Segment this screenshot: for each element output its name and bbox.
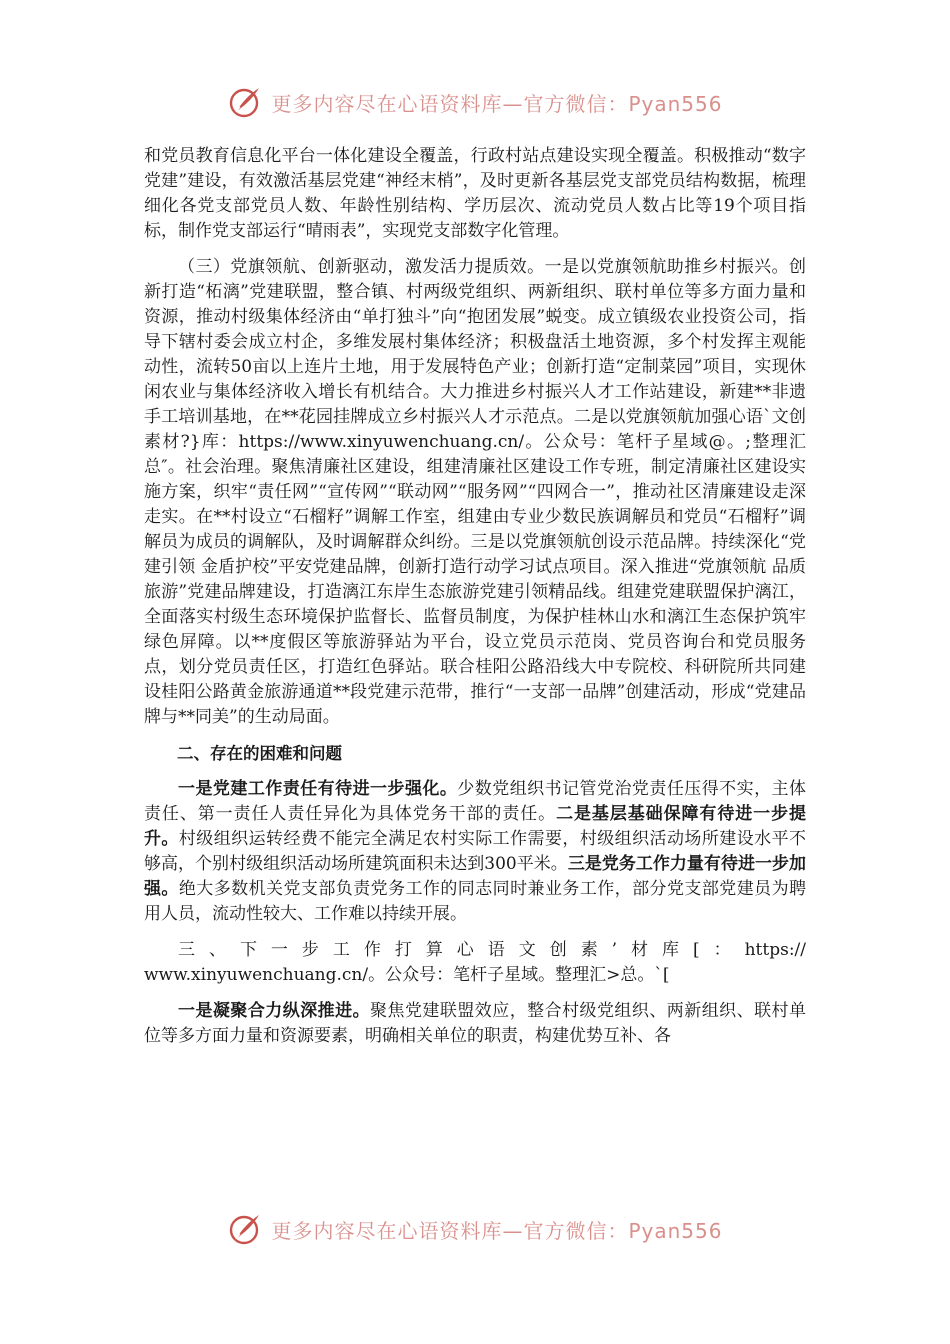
next-step-1-text: 聚焦党建联盟效应，整合村级党组织、两新组织、联村单位等多方面力量和资源要素，明确相关单位的职责，构建优势互补、各 (144, 1001, 807, 1046)
footer-watermark-banner (0, 1209, 950, 1249)
document-body (144, 144, 806, 1049)
paragraph-problems (144, 777, 806, 927)
paragraph-next-step-1 (144, 999, 806, 1049)
section-heading-next-steps (144, 938, 806, 988)
banner-text: 更多内容尽在心语资料库—官方微信：Pyan556 (271, 91, 723, 116)
section-heading-difficulties: 二、存在的困难和问题 (177, 744, 342, 763)
quill-logo-icon (227, 1211, 263, 1247)
paragraph-digital-party-building: 和党员教育信息化平台一体化建设全覆盖，行政村站点建设实现全覆盖。积极推动“数字党建”建设，有效激活基层党建“神经末梢”，及时更新各基层党支部党员结构数据，梳理细化各党支部党员人数、年龄性别结构、学历层次、流动党员人数占比等19个项目指标，制作党支部运行“晴雨表”，实现党支部数字化管理。 (144, 146, 806, 241)
problem-3-text: 绝大多数机关党支部负责党务工作的同志同时兼业务工作，部分党支部党建员为聘用人员，流动性较大、工作难以持续开展。 (144, 879, 807, 924)
quill-logo-icon (227, 84, 263, 120)
problem-1-text: 少数党组织书记管党治党责任压得不实，主体责任、第一责任人责任异化为具体党务干部的责任。 (144, 779, 807, 824)
next-steps-heading-line-2: www.xinyuwenchuang.cn/。公众号：笔杆子星域。整理汇>总。`[ (144, 965, 670, 985)
problem-1-title: 一是党建工作责任有待进一步强化。 (178, 779, 458, 799)
problem-2-title: 二是基层基础保障有待进一步提升。 (144, 804, 807, 849)
header-watermark-banner (0, 82, 950, 122)
problem-3-title: 三是党务工作力量有待进一步加强。 (144, 854, 807, 899)
paragraph-party-flag-leading: （三）党旗领航、创新驱动，激发活力提质效。一是以党旗领航助推乡村振兴。创新打造“柘漓”党建联盟，整合镇、村两级党组织、两新组织、联村单位等多方面力量和资源，推动村级集体经济由“单打独斗”向“抱团发展”蜕变。成立镇级农业投资公司，指导下辖村委会成立村企，多维发展村集体经济；积极盘活土地资源，多个村发挥主观能动性，流转50亩以上连片土地，用于发展特色产业；创新打造“定制菜园”项目，实现休闲农业与集体经济收入增长有机结合。大力推进乡村振兴人才工作站建设，新建**非遗手工培训基地，在**花园挂牌成立乡村振兴人才示范点。二是以党旗领航加强心语`文创素材?}库：https://www.xinyuwenchuang.cn/。公众号：笔杆子星域@。;整理汇总″。社会治理。聚焦清廉社区建设，组建清廉社区建设工作专班，制定清廉社区建设实施方案，织牢“责任网”“宣传网”“联动网”“服务网”“四网合一”，推动社区清廉建设走深走实。在**村设立“石榴籽”调解工作室，组建由专业少数民族调解员和党员“石榴籽”调解员为成员的调解队，及时调解群众纠纷。三是以党旗领航创设示范品牌。持续深化“党建引领 金盾护校”平安党建品牌，创新打造行动学习试点项目。深入推进“党旗领航 品质旅游”党建品牌建设，打造漓江东岸生态旅游党建引领精品线。组建党建联盟保护漓江，全面落实村级生态环境保护监督长、监督员制度，为保护桂林山水和漓江生态保护筑牢绿色屏障。以**度假区等旅游驿站为平台，设立党员示范岗、党员咨询台和党员服务点，划分党员责任区，打造红色驿站。联合桂阳公路沿线大中专院校、科研院所共同建设桂阳公路黄金旅游通道**段党建示范带，推行“一支部一品牌”创建活动，形成“党建品牌与**同美”的生动局面。 (144, 257, 806, 727)
banner-text: 更多内容尽在心语资料库—官方微信：Pyan556 (271, 1218, 723, 1243)
next-step-1-title: 一是凝聚合力纵深推进。 (178, 1001, 371, 1021)
next-steps-heading-line-1: 三、下一步工作打算心语文创素’材库[：https:// (178, 940, 806, 960)
problem-2-text: 村级组织运转经费不能完全满足农村实际工作需要，村级组织活动场所建设水平不够高，个别村级组织活动场所建筑面积未达到300平米。 (144, 829, 807, 874)
